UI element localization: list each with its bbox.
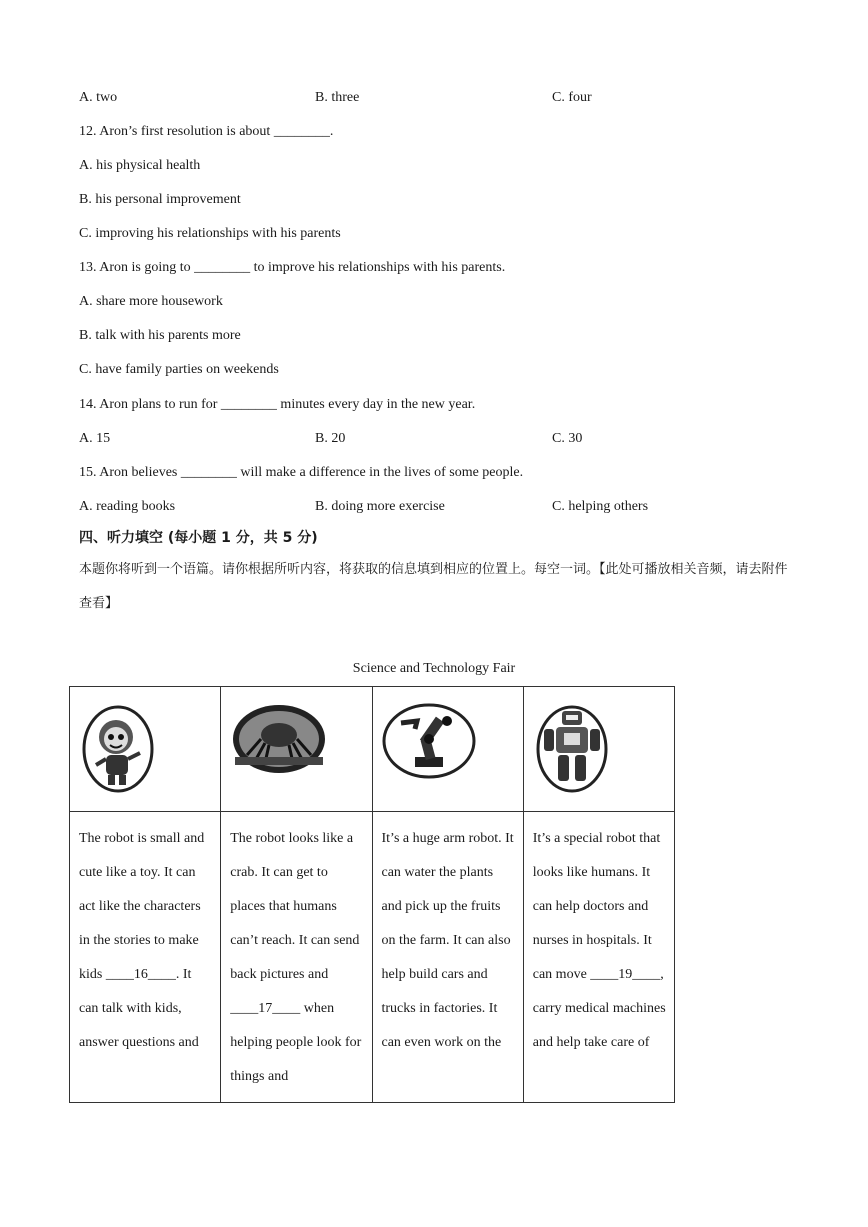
table-caption: Science and Technology Fair	[352, 661, 516, 676]
robot-table	[69, 686, 675, 1103]
robot-crab-description: The robot looks like a crab. It can get to places that humans can’t reach. It can send back pictures and ____17____ when helping people look for things and	[221, 812, 372, 1103]
robot-humanoid-image-cell	[523, 687, 674, 812]
q14-option-c: C. 30	[552, 431, 583, 446]
robot-arm-description: It’s a huge arm robot. It can water the plants and pick up the fruits on the farm. It can also help build cars and trucks in factories. It can even work on the	[372, 812, 523, 1103]
section-title: 四、听力填空 (每小题 1 分，共 5 分)	[79, 530, 318, 546]
q12-option-c: C. improving his relationships with his parents	[79, 226, 341, 241]
description-row	[70, 812, 675, 1103]
q13-stem: 13. Aron is going to ________ to improve his relationships with his parents.	[79, 260, 506, 275]
q14-option-b: B. 20	[315, 431, 346, 446]
q14-stem: 14. Aron plans to run for ________ minutes every day in the new year.	[79, 397, 476, 412]
q15-option-a: A. reading books	[79, 499, 176, 514]
robot-arm-image-cell	[372, 687, 523, 812]
arm-robot-icon	[381, 699, 477, 781]
toy-robot-icon	[78, 699, 158, 795]
crab-robot-icon	[229, 699, 329, 779]
q12-option-a: A. his physical health	[79, 158, 201, 173]
humanoid-robot-icon	[532, 699, 612, 795]
q11-option-c: C. four	[552, 90, 592, 105]
q13-option-c: C. have family parties on weekends	[79, 362, 279, 377]
q15-option-c: C. helping others	[552, 499, 649, 514]
q12-option-b: B. his personal improvement	[79, 192, 241, 207]
robot-toy-image-cell	[70, 687, 221, 812]
q11-option-a: A. two	[79, 90, 118, 105]
q13-option-a: A. share more housework	[79, 294, 223, 309]
robot-humanoid-description: It’s a special robot that looks like humans. It can help doctors and nurses in hospitals. It can move ____19____, carry medical machines and help take care of	[523, 812, 674, 1103]
image-row	[70, 687, 675, 812]
q11-option-b: B. three	[315, 90, 360, 105]
section-instructions: 本题你将听到一个语篇。请你根据所听内容，将获取的信息填到相应的位置上。每空一词。【此处可播放相关音频，请去附件查看】	[79, 562, 788, 611]
robot-crab-image-cell	[221, 687, 372, 812]
robot-toy-description: The robot is small and cute like a toy. It can act like the characters in the stories to make kids ____16____. It can talk with kids, answer questions and	[70, 812, 221, 1103]
q13-option-b: B. talk with his parents more	[79, 328, 241, 343]
q14-option-a: A. 15	[79, 431, 111, 446]
q12-stem: 12. Aron’s first resolution is about ________.	[79, 124, 334, 139]
q15-option-b: B. doing more exercise	[315, 499, 445, 514]
q15-stem: 15. Aron believes ________ will make a difference in the lives of some people.	[79, 465, 524, 480]
